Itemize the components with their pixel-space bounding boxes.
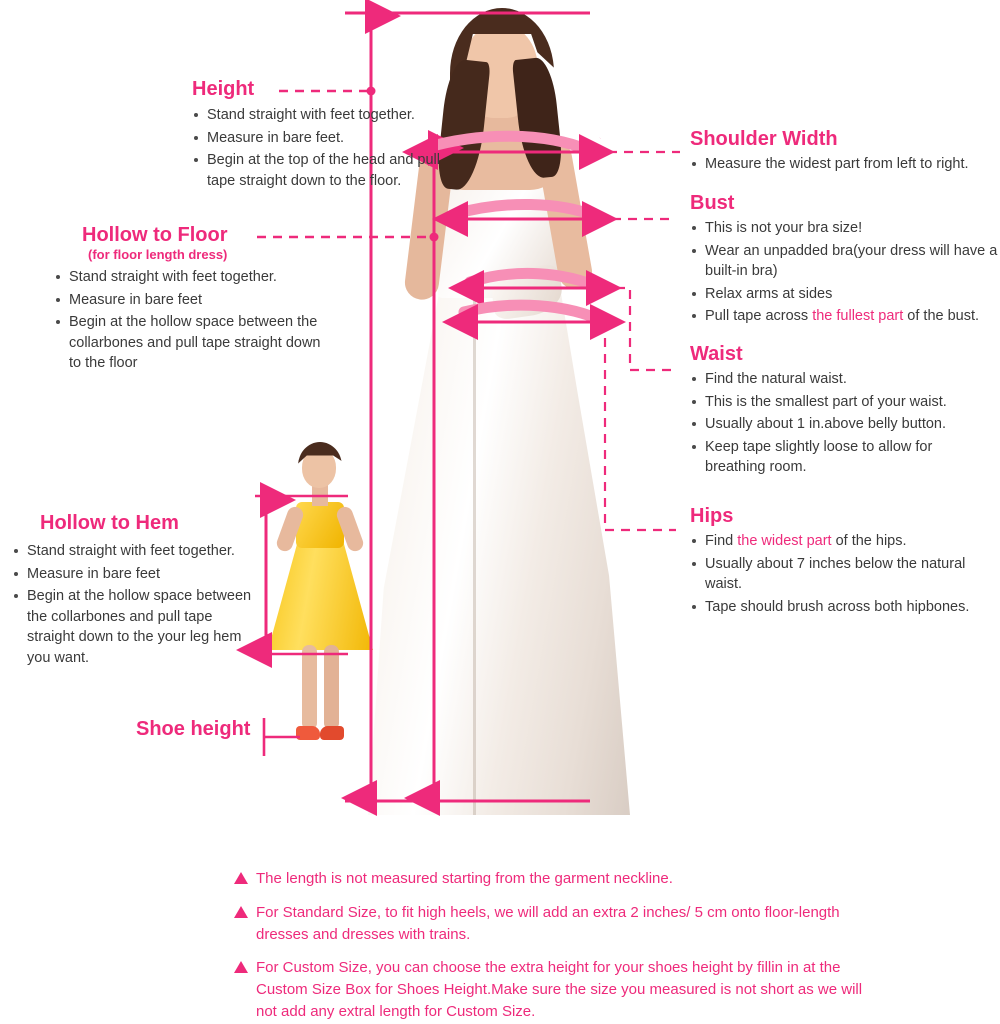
section-shoe-height — [136, 718, 250, 741]
footer-note-2-text: For Standard Size, to fit high heels, we will add an extra 2 inches/ 5 cm onto floor-length dresses and dresses with trains. — [256, 903, 840, 943]
list-item: Measure in bare feet — [12, 564, 252, 585]
section-shoe-height-title: Shoe height — [136, 718, 251, 740]
bust-highlight: the fullest part — [812, 308, 904, 325]
section-hollow-to-hem — [12, 512, 252, 670]
footer-note-1-text: The length is not measured starting from the garment neckline. — [256, 870, 673, 887]
list-item: Keep tape slightly loose to allow for breathing room. — [690, 437, 990, 478]
section-waist — [690, 343, 990, 480]
section-shoulder-width — [690, 128, 1000, 177]
section-hollow-to-floor-list — [54, 267, 332, 374]
short-dress-figure-illustration — [258, 440, 378, 760]
footer-notes — [234, 868, 874, 1023]
section-hips — [690, 505, 990, 619]
triangle-bullet-icon — [234, 961, 248, 973]
section-hollow-to-floor-title: Hollow to Floor — [82, 224, 228, 246]
list-item: Find the natural waist. — [690, 369, 990, 390]
short-figure-left-shoe — [296, 726, 320, 740]
footer-note-2 — [234, 902, 874, 946]
section-hips-title: Hips — [690, 505, 734, 527]
list-item-hips-widest: Find the widest part of the hips. — [690, 531, 990, 552]
list-item: Usually about 7 inches below the natural waist. — [690, 554, 990, 595]
list-item: Stand straight with feet together. — [192, 105, 462, 126]
list-item: Measure the widest part from left to right. — [690, 154, 1000, 175]
short-figure-left-leg — [302, 645, 317, 730]
list-item: Begin at the hollow space between the collarbones and pull tape straight down to the your leg hem you want. — [12, 586, 252, 668]
section-height — [192, 78, 462, 193]
section-waist-title: Waist — [690, 343, 743, 365]
list-item: Measure in bare feet — [54, 290, 332, 311]
section-bust-title: Bust — [690, 192, 735, 214]
short-figure-right-leg — [324, 645, 339, 730]
section-hollow-to-floor — [42, 224, 332, 376]
list-item: Stand straight with feet together. — [54, 267, 332, 288]
list-item: This is the smallest part of your waist. — [690, 392, 990, 413]
list-item: Relax arms at sides — [690, 284, 998, 305]
section-shoulder-width-list — [690, 154, 1000, 175]
section-hollow-to-floor-subtitle: (for floor length dress) — [88, 247, 228, 262]
section-bust — [690, 192, 998, 329]
section-waist-list — [690, 369, 990, 478]
list-item-bust-fullest: Pull tape across the fullest part of the bust. — [690, 306, 998, 327]
section-hollow-to-hem-list — [12, 541, 252, 668]
list-item: This is not your bra size! — [690, 218, 998, 239]
section-hollow-to-hem-title: Hollow to Hem — [40, 512, 179, 534]
hips-highlight: the widest part — [737, 533, 832, 549]
section-bust-list — [690, 218, 998, 327]
triangle-bullet-icon — [234, 906, 248, 918]
list-item: Wear an unpadded bra(your dress will have a built-in bra) — [690, 241, 998, 282]
list-item: Usually about 1 in.above belly button. — [690, 414, 990, 435]
list-item: Begin at the top of the head and pull tape straight down to the floor. — [192, 150, 462, 191]
list-item: Begin at the hollow space between the collarbones and pull tape straight down to the floor — [54, 312, 332, 374]
footer-note-1 — [234, 868, 874, 890]
footer-note-3 — [234, 957, 874, 1022]
section-hips-list — [690, 531, 990, 617]
list-item: Measure in bare feet. — [192, 128, 462, 149]
footer-note-3-text: For Custom Size, you can choose the extra height for your shoes height by fillin in at the Custom Size Box for Shoes Height.Make sure the size you measured is not short as we will not add any extral length for Custom Size. — [256, 959, 863, 1020]
section-height-title: Height — [192, 78, 255, 100]
section-height-list — [192, 105, 462, 191]
short-dress-skirt — [268, 535, 373, 650]
triangle-bullet-icon — [234, 872, 248, 884]
short-dress-bodice — [296, 502, 344, 548]
section-shoulder-width-title: Shoulder Width — [690, 128, 838, 150]
short-figure-right-shoe — [320, 726, 344, 740]
list-item: Stand straight with feet together. — [12, 541, 252, 562]
list-item: Tape should brush across both hipbones. — [690, 597, 990, 618]
